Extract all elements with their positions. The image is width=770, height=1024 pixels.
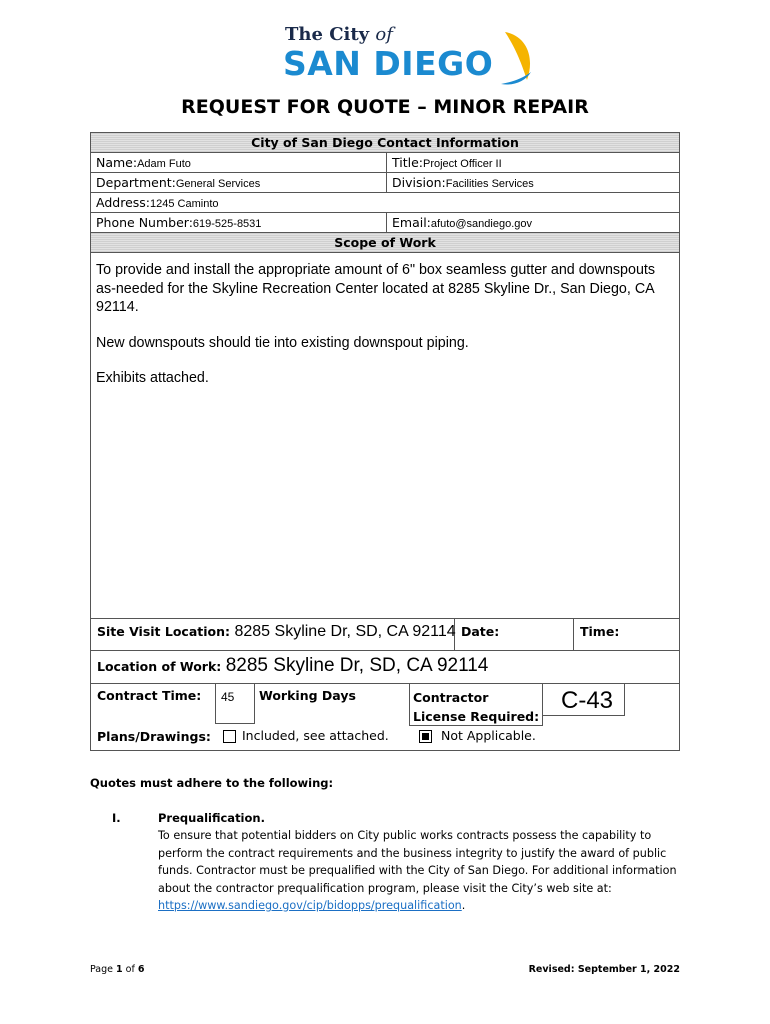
name-title-row (91, 153, 679, 173)
section-number: I. (112, 811, 121, 825)
quote-form (90, 132, 680, 751)
quotes-heading: Quotes must adhere to the following: (90, 776, 334, 790)
plans-drawings-label: Plans/Drawings: (97, 729, 211, 744)
license-field[interactable]: C-43 (561, 687, 614, 714)
contract-time-field[interactable]: 45 (215, 684, 255, 724)
site-visit-time-field[interactable]: Time: (580, 624, 620, 639)
email-field[interactable]: Email:afuto@sandiego.gov (392, 215, 532, 230)
sail-icon (497, 28, 537, 88)
title-field[interactable]: Title:Project Officer II (392, 155, 502, 170)
scope-paragraph: New downspouts should tie into existing downspout piping. (96, 334, 469, 351)
contact-header: City of San Diego Contact Information (91, 133, 679, 153)
contract-row (91, 684, 679, 726)
division-field[interactable]: Division:Facilities Services (392, 175, 534, 190)
department-field[interactable]: Department:General Services (91, 173, 387, 192)
site-visit-location-field[interactable]: Site Visit Location: 8285 Skyline Dr, SD, CA 92114 (91, 619, 455, 650)
department-division-row (91, 173, 679, 193)
address-field[interactable]: Address:1245 Caminto (96, 195, 219, 210)
phone-email-row (91, 213, 679, 233)
phone-field[interactable]: Phone Number:619-525-8531 (91, 213, 387, 232)
scope-of-work-text[interactable] (91, 253, 679, 619)
scope-paragraph: To provide and install the appropriate amount of 6" box seamless gutter and downspouts as-needed for the Skyline Recreation Center located at 8285 Skyline Dr., San Diego, CA 92114. (96, 262, 656, 315)
section-body: To ensure that potential bidders on City public works contracts possess the capability to perform the contract requirements and the business integrity to justify the award of public funds. Contractor must be prequalified with the City of San Diego. For additional information about the contractor prequalification program, please visit the City’s web site at: https://www.sandiego.gov/cip/bidopps/prequalification. (158, 829, 677, 912)
included-checkbox[interactable] (223, 730, 236, 743)
logo-line2: SAN DIEGO (283, 44, 494, 83)
not-applicable-label: Not Applicable. (441, 728, 536, 743)
site-visit-date-field[interactable]: Date: (455, 619, 574, 650)
scope-paragraph: Exhibits attached. (96, 370, 209, 386)
scope-header: Scope of Work (91, 233, 679, 253)
page-number: Page 1 of 6 (90, 964, 145, 975)
location-of-work-field[interactable]: Location of Work: 8285 Skyline Dr, SD, CA 92114 (91, 651, 679, 684)
working-days-label: Working Days (259, 688, 356, 703)
not-applicable-checkbox[interactable] (419, 730, 432, 743)
name-field[interactable]: Name:Adam Futo (91, 153, 387, 172)
site-visit-row (91, 619, 679, 651)
section-title: Prequalification. (158, 811, 265, 825)
plans-drawings-row (91, 726, 679, 750)
included-label: Included, see attached. (242, 728, 389, 743)
address-row (91, 193, 679, 213)
city-logo (283, 24, 535, 88)
logo-line1: The City of (285, 24, 393, 45)
document-title: REQUEST FOR QUOTE – MINOR REPAIR (181, 96, 589, 118)
contract-time-label: Contract Time: (97, 688, 202, 703)
prequalification-link[interactable]: https://www.sandiego.gov/cip/bidopps/prequalification (158, 899, 462, 912)
revised-date: Revised: September 1, 2022 (528, 964, 680, 975)
license-required-label: Contractor License Required: (413, 690, 540, 724)
